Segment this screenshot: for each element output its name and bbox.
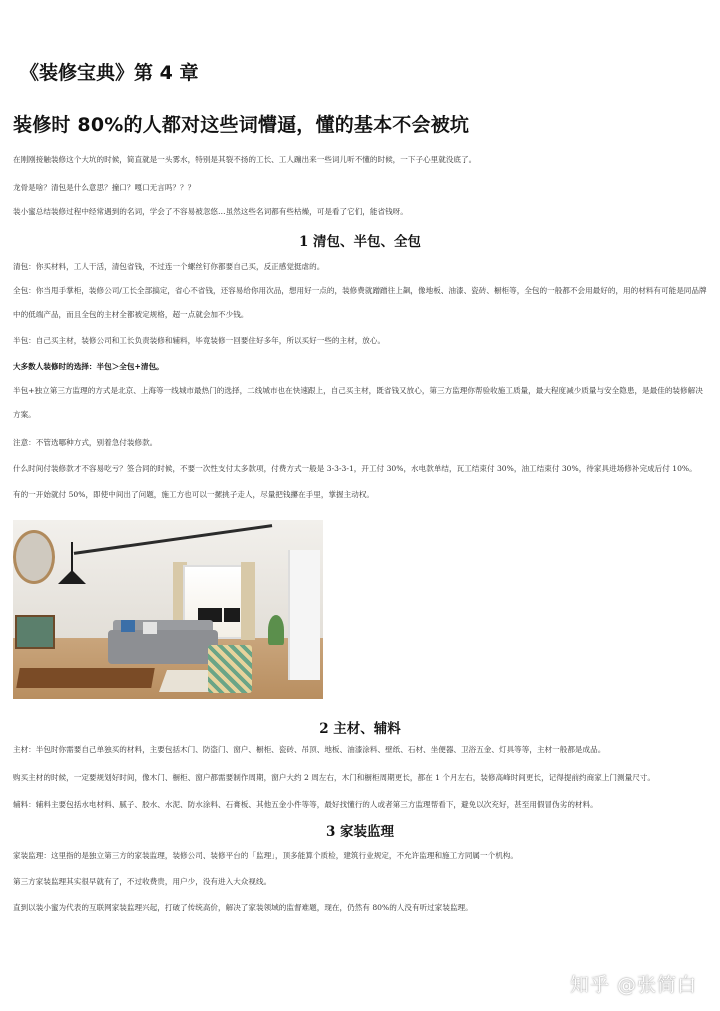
section-paragraph: 辅料：辅料主要包括水电材料、腻子、胶水、水泥、防水涂料、石膏板、其他五金小件等等，最好找懂行的人或者第三方监理帮看下，避免以次充好，甚至用假冒伪劣的材料。 bbox=[13, 800, 598, 809]
section-paragraph: 全包：你当甩手掌柜，装修公司/工长全部搞定，省心不省钱，还容易给你用次品，想用好一点的，装修费就蹭蹭往上飙，像地板、油漆、瓷砖、橱柜等，全包的一般都不会用最好的，用的材料有可能是同品牌中的低端产品，而且全包的主材全都被定规格，超一点就会加不少钱。 bbox=[13, 286, 707, 319]
section-heading: 1 清包、半包、全包 bbox=[298, 234, 422, 250]
section-paragraph: 第三方家装监理其实很早就有了，不过收费贵，用户少，没有进入大众视线。 bbox=[13, 877, 272, 886]
chapter-title: 《装修宝典》第 4 章 bbox=[20, 62, 199, 84]
section-paragraph: 有的一开始就付 50%，即使中间出了问题，施工方也可以一摞挑子走人，尽量把钱攥在手里，掌握主动权。 bbox=[13, 490, 375, 499]
section-paragraph: 注意：不管选哪种方式，别着急付装修款。 bbox=[13, 438, 158, 447]
section-paragraph: 购买主材的时候，一定要规划好时间，像木门、橱柜、窗户都需要制作周期，窗户大约 2 周左右，木门和橱柜周期更长，都在 1 个月左右，装修高峰时间更长，记得提前约商家上门测量尺寸。 bbox=[13, 773, 655, 782]
section-paragraph: 家装监理：这里指的是独立第三方的家装监理，装修公司、装修平台的「监理」，顶多能算个质检，建筑行业规定，不允许监理和施工方同属一个机构。 bbox=[13, 851, 518, 860]
section-emphasis: 大多数人装修时的选择：半包＞全包+清包。 bbox=[13, 362, 164, 371]
section-heading: 3 家装监理 bbox=[325, 824, 395, 840]
section-paragraph: 半包：自己买主材，装修公司和工长负责装修和辅料，毕竟装修一回要住好多年，所以买好一些的主材，放心。 bbox=[13, 336, 386, 345]
section-paragraph: 清包：你买材料，工人干活，清包省钱，不过连一个螺丝钉你都要自己买，反正感觉挺虐的。 bbox=[13, 262, 325, 271]
intro-paragraph: 装小蜜总结装修过程中经常遇到的名词，学会了不容易被忽悠…虽然这些名词都有些枯燥，可是看了它们，能省钱呀。 bbox=[13, 207, 408, 216]
article-title: 装修时 80%的人都对这些词懵逼，懂的基本不会被坑 bbox=[13, 114, 470, 136]
section-paragraph: 半包+独立第三方监理的方式是北京、上海等一线城市最热门的选择，二线城市也在快速跟上，自己买主材，既省钱又放心，第三方监理你帮验收施工质量，最大程度减少质量与安全隐患，是最佳的装修解决方案。 bbox=[13, 386, 703, 419]
living-room-photo bbox=[13, 520, 323, 699]
intro-paragraph: 龙骨是啥？清包是什么意思？撞口？嘎口无言吗？？？ bbox=[13, 183, 196, 192]
section-paragraph: 什么时间付装修款才不容易吃亏？签合同的时候，不要一次性支付太多款项，付费方式一般是 3-3-3-1，开工付 30%，水电款单结，瓦工结束付 30%，油工结束付 30%，待家具进场修补完成后付 10%。 bbox=[13, 464, 697, 473]
section-paragraph: 主材：半包时你需要自己单独买的材料，主要包括木门、防盗门、窗户、橱柜、瓷砖、吊顶、地板、油漆涂料、壁纸、石材、坐便器、卫浴五金、灯具等等，主材一般都是成品。 bbox=[13, 745, 606, 754]
watermark-text: 知乎 @张简白 bbox=[570, 974, 698, 996]
section-paragraph: 直到以装小蜜为代表的互联网家装监理兴起，打破了传统高价，解决了家装领域的监督难题，现在，仍然有 80%的人没有听过家装监理。 bbox=[13, 903, 473, 912]
intro-paragraph: 在刚刚接触装修这个大坑的时候，简直就是一头雾水，特别是其裂不扬的工长、工人蹦出来一些词儿听不懂的时候，一下子心里就没底了。 bbox=[13, 155, 477, 164]
section-heading: 2 主材、辅料 bbox=[319, 721, 401, 737]
